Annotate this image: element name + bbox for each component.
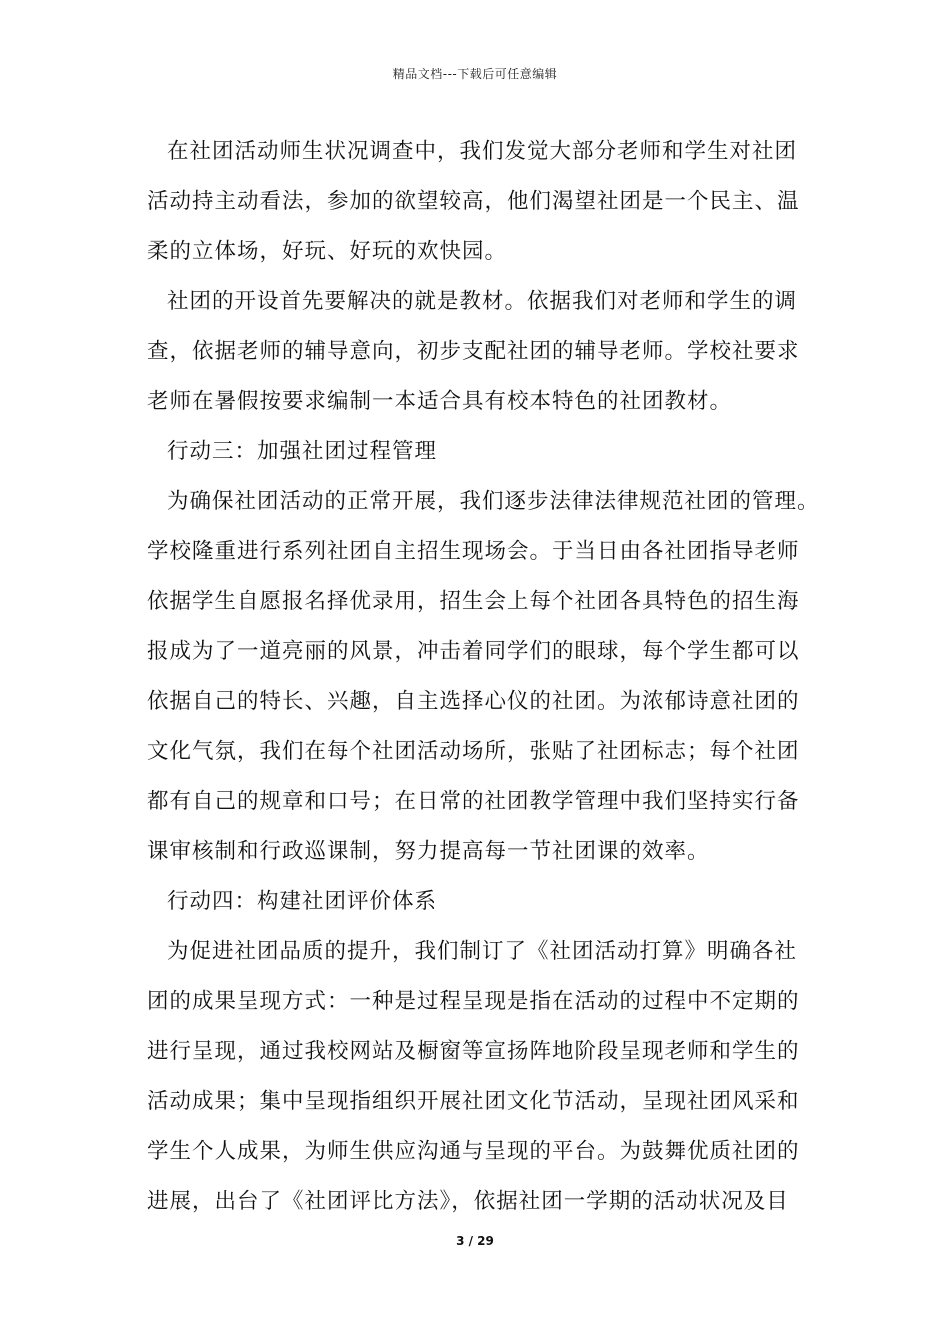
paragraph-line: 学生个人成果，为师生供应沟通与呈现的平台。为鼓舞优质社团的 bbox=[147, 1139, 800, 1164]
paragraph-line: 为确保社团活动的正常开展，我们逐步法律法律规范社团的管理。 bbox=[167, 489, 820, 514]
paragraph-line: 活动持主动看法，参加的欲望较高，他们渴望社团是一个民主、温 bbox=[147, 189, 800, 214]
paragraph-line: 为促进社团品质的提升，我们制订了《社团活动打算》明确各社 bbox=[167, 939, 798, 964]
section-heading: 行动四：构建社团评价体系 bbox=[167, 889, 438, 914]
paragraph-line: 社团的开设首先要解决的就是教材。依据我们对老师和学生的调 bbox=[167, 289, 798, 314]
page-header: 精品文档---下载后可任意编辑 bbox=[392, 67, 558, 81]
paragraph-line: 老师在暑假按要求编制一本适合具有校本特色的社团教材。 bbox=[147, 389, 733, 414]
paragraph-line: 文化气氛，我们在每个社团活动场所，张贴了社团标志；每个社团 bbox=[147, 739, 800, 764]
paragraph-line: 报成为了一道亮丽的风景，冲击着同学们的眼球，每个学生都可以 bbox=[147, 639, 800, 664]
document-body bbox=[147, 127, 827, 1227]
paragraph-line: 都有自己的规章和口号；在日常的社团教学管理中我们坚持实行备 bbox=[147, 789, 800, 814]
paragraph-line: 学校隆重进行系列社团自主招生现场会。于当日由各社团指导老师 bbox=[147, 539, 800, 564]
paragraph-line: 在社团活动师生状况调查中，我们发觉大部分老师和学生对社团 bbox=[167, 139, 798, 164]
paragraph-line: 活动成果；集中呈现指组织开展社团文化节活动，呈现社团风采和 bbox=[147, 1089, 800, 1114]
paragraph-line: 柔的立体场，好玩、好玩的欢快园。 bbox=[147, 239, 508, 264]
paragraph-line: 依据学生自愿报名择优录用，招生会上每个社团各具特色的招生海 bbox=[147, 589, 800, 614]
paragraph-line: 进展，出台了《社团评比方法》，依据社团一学期的活动状况及目 bbox=[147, 1189, 789, 1214]
section-heading: 行动三：加强社团过程管理 bbox=[167, 439, 438, 464]
paragraph-line: 查，依据老师的辅导意向，初步支配社团的辅导老师。学校社要求 bbox=[147, 339, 800, 364]
paragraph-line: 进行呈现，通过我校网站及橱窗等宣扬阵地阶段呈现老师和学生的 bbox=[147, 1039, 800, 1064]
page-number: 3 / 29 bbox=[456, 1234, 494, 1248]
paragraph-line: 团的成果呈现方式：一种是过程呈现是指在活动的过程中不定期的 bbox=[147, 989, 800, 1014]
paragraph-line: 依据自己的特长、兴趣，自主选择心仪的社团。为浓郁诗意社团的 bbox=[147, 689, 800, 714]
paragraph-line: 课审核制和行政巡课制，努力提高每一节社团课的效率。 bbox=[147, 839, 710, 864]
